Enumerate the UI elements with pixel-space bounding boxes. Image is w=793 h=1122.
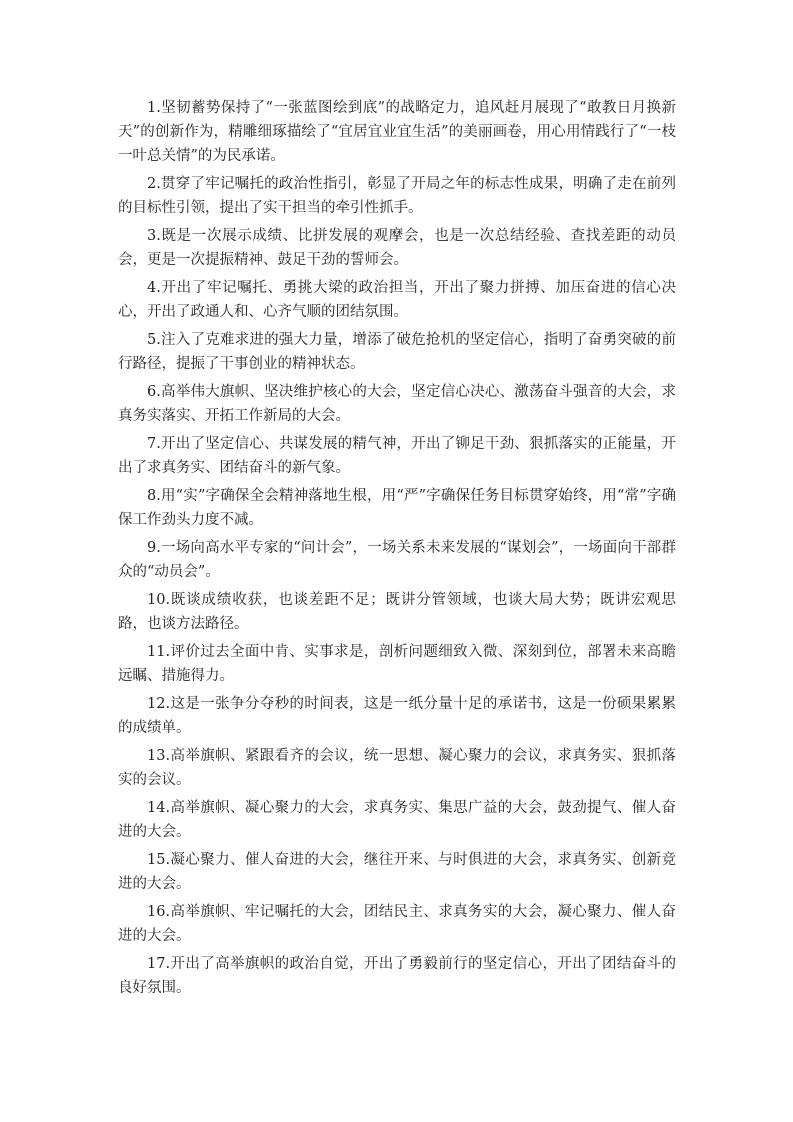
paragraph-4: 4.开出了牢记嘱托、勇挑大梁的政治担当，开出了聚力拼搏、加压奋进的信心决心，开出了政通人和、心齐气顺的团结氛围。 (118, 280, 676, 320)
paragraph-10: 10.既谈成绩收获，也谈差距不足；既讲分管领域，也谈大局大势；既讲宏观思路，也谈方法路径。 (118, 592, 676, 632)
paragraph-15: 15.凝心聚力、催人奋进的大会，继往开来、与时俱进的大会，求真务实、创新竞进的大会。 (118, 852, 676, 892)
paragraph-6: 6.高举伟大旗帜、坚决维护核心的大会，坚定信心决心、激荡奋斗强音的大会，求真务实落实、开拓工作新局的大会。 (118, 384, 676, 424)
paragraph-16: 16.高举旗帜、牢记嘱托的大会，团结民主、求真务实的大会，凝心聚力、催人奋进的大会。 (118, 904, 676, 944)
paragraph-9: 9.一场向高水平专家的“问计会”，一场关系未来发展的“谋划会”，一场面向干部群众的“动员会”。 (118, 540, 676, 580)
paragraph-12: 12.这是一张争分夺秒的时间表，这是一纸分量十足的承诺书，这是一份硕果累累的成绩单。 (118, 696, 676, 736)
paragraph-8: 8.用“实”字确保全会精神落地生根，用“严”字确保任务目标贯穿始终，用“常”字确保工作劲头力度不减。 (118, 488, 676, 528)
document-page (118, 96, 676, 1004)
paragraph-5: 5.注入了克难求进的强大力量，增添了破危抢机的坚定信心，指明了奋勇突破的前行路径，提振了干事创业的精神状态。 (118, 332, 676, 372)
paragraph-11: 11.评价过去全面中肯、实事求是，剖析问题细致入微、深刻到位，部署未来高瞻远瞩、措施得力。 (118, 644, 676, 684)
paragraph-3: 3.既是一次展示成绩、比拼发展的观摩会，也是一次总结经验、查找差距的动员会，更是一次提振精神、鼓足干劲的誓师会。 (118, 228, 676, 268)
paragraph-2: 2.贯穿了牢记嘱托的政治性指引，彰显了开局之年的标志性成果，明确了走在前列的目标性引领，提出了实干担当的牵引性抓手。 (118, 176, 676, 216)
paragraph-7: 7.开出了坚定信心、共谋发展的精气神，开出了铆足干劲、狠抓落实的正能量，开出了求真务实、团结奋斗的新气象。 (118, 436, 676, 476)
paragraph-13: 13.高举旗帜、紧跟看齐的会议，统一思想、凝心聚力的会议，求真务实、狠抓落实的会议。 (118, 748, 676, 788)
paragraph-17: 17.开出了高举旗帜的政治自觉，开出了勇毅前行的坚定信心，开出了团结奋斗的良好氛围。 (118, 956, 676, 996)
paragraph-1: 1.坚韧蓄势保持了“一张蓝图绘到底”的战略定力，追风赶月展现了“敢教日月换新天”的创新作为，精雕细琢描绘了“宜居宜业宜生活”的美丽画卷，用心用情践行了“一枝一叶总关情”的为民承诺。 (118, 100, 676, 164)
paragraph-14: 14.高举旗帜、凝心聚力的大会，求真务实、集思广益的大会，鼓劲提气、催人奋进的大会。 (118, 800, 676, 840)
